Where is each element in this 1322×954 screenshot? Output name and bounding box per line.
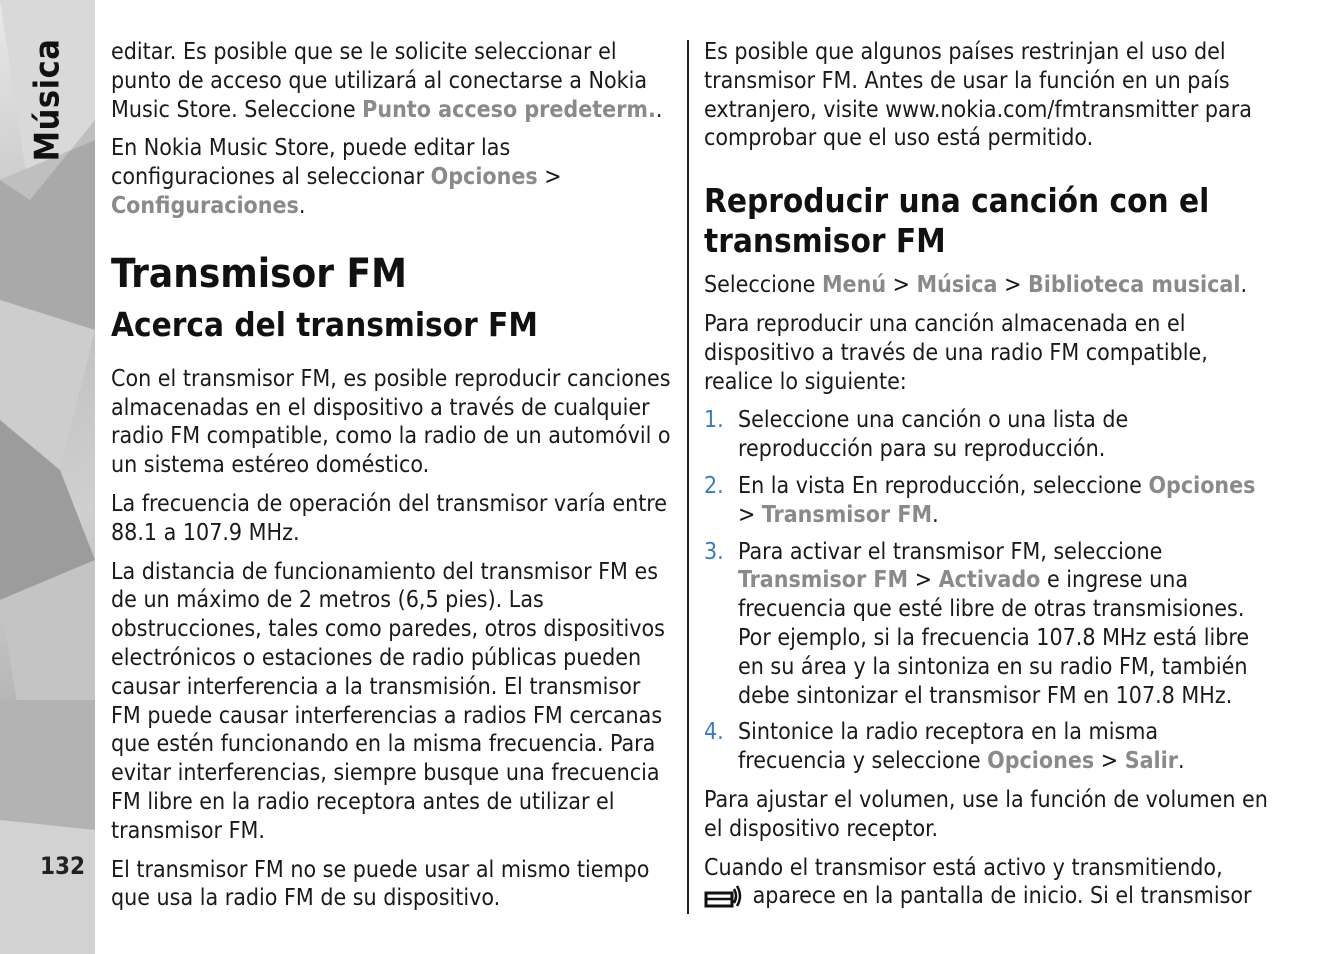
ui-term-options: Opciones <box>987 748 1095 775</box>
fm-transmitter-icon <box>704 883 742 917</box>
paragraph-volume: Para ajustar el volumen, use la función de volumen en el dispositivo receptor. <box>704 786 1268 842</box>
ui-term-exit: Salir <box>1124 748 1178 775</box>
section-heading-about: Acerca del transmisor FM <box>111 304 538 344</box>
chapter-title: Transmisor FM <box>111 250 407 297</box>
paragraph-restrictions: Es posible que algunos países restrinjan el uso del transmisor FM. Antes de usar la función en un país extranjero, visite www.nokia.com/fmtransmitter para comprobar que el uso está permitido. <box>704 39 1252 152</box>
column-divider <box>687 40 689 914</box>
step-number: 3. <box>704 538 724 565</box>
steps-list <box>704 406 1268 776</box>
ui-term-music-library: Biblioteca musical <box>1028 272 1241 299</box>
ui-term-activated: Activado <box>938 567 1041 594</box>
paragraph-frequency: La frecuencia de operación del transmisor varía entre 88.1 a 107.9 MHz. <box>111 490 668 546</box>
paragraph-distance: La distancia de funcionamiento del transmisor FM es de un máximo de 2 metros (6,5 pies). Las obstrucciones, tales como paredes, otros dispositivos electrónicos o estaciones de radio públicas pueden causar interferencia a la transmisión. El transmisor FM puede causar interferencias a radios FM cercanas que estén funcionando en la misma frecuencia. Para evitar interferencias, siempre busque una frecuencia FM libre en la radio receptora antes de utilizar el transmisor FM. <box>111 558 665 844</box>
paragraph-active-indicator: Cuando el transmisor está activo y transmitiendo, aparece en la pantalla de inicio. Si el transmisor <box>704 854 1268 918</box>
paragraph-instructions-intro: Para reproducir una canción almacenada en el dispositivo a través de una radio FM compatible, realice lo siguiente: <box>704 310 1208 395</box>
ui-term-options: Opciones <box>430 164 538 191</box>
paragraph-access-point: editar. Es posible que se le solicite seleccionar el punto de acceso que utilizará al conectarse a Nokia Music Store. Seleccione Punto acceso predeterm.. <box>111 39 663 123</box>
paragraph-intro: Con el transmisor FM, es posible reproducir canciones almacenadas en el dispositivo a través de cualquier radio FM compatible, como la radio de un automóvil o un sistema estéreo doméstico. <box>111 365 671 479</box>
list-item: 2. En la vista En reproducción, seleccione Opciones > Transmisor FM. <box>704 472 1256 528</box>
right-column <box>704 38 1268 927</box>
ui-term-fm-transmitter: Transmisor FM <box>761 501 933 528</box>
paragraph-menu-path: Seleccione Menú > Música > Biblioteca musical. <box>704 272 1248 299</box>
step-number: 1. <box>704 407 724 434</box>
list-item: 1. Seleccione una canción o una lista de reproducción para su reproducción. <box>704 407 1129 463</box>
ui-term-options: Opciones <box>1148 472 1256 499</box>
paragraph-configurations: En Nokia Music Store, puede editar las configuraciones al seleccionar Opciones > Configuraciones. <box>111 135 562 219</box>
section-label: Música <box>27 38 67 162</box>
page-number: 132 <box>40 852 86 880</box>
paragraph-radio-conflict: El transmisor FM no se puede usar al mismo tiempo que usa la radio FM de su dispositivo. <box>111 856 650 912</box>
ui-term-default-access-point: Punto acceso predeterm. <box>362 96 656 123</box>
list-item: 3. Para activar el transmisor FM, seleccione Transmisor FM > Activado e ingrese una frecuencia que esté libre de otras transmisiones. Por ejemplo, si la frecuencia 107.8 MHz está libre en su área y la sintoniza en su radio FM, también debe sintonizar el transmisor FM en 107.8 MHz. <box>704 538 1250 709</box>
list-item: 4. Sintonice la radio receptora en la misma frecuencia y seleccione Opciones > Salir. <box>704 719 1185 775</box>
section-heading-play-song: Reproducir una canción con el transmisor FM <box>704 181 1210 261</box>
step-number: 4. <box>704 719 724 746</box>
step-number: 2. <box>704 472 724 499</box>
left-column <box>111 38 674 923</box>
ui-term-configurations: Configuraciones <box>111 192 299 219</box>
chapter-sidebar <box>0 0 95 954</box>
ui-term-music: Música <box>916 272 998 299</box>
ui-term-menu: Menú <box>821 272 887 299</box>
ui-term-fm-transmitter: Transmisor FM <box>738 567 909 594</box>
